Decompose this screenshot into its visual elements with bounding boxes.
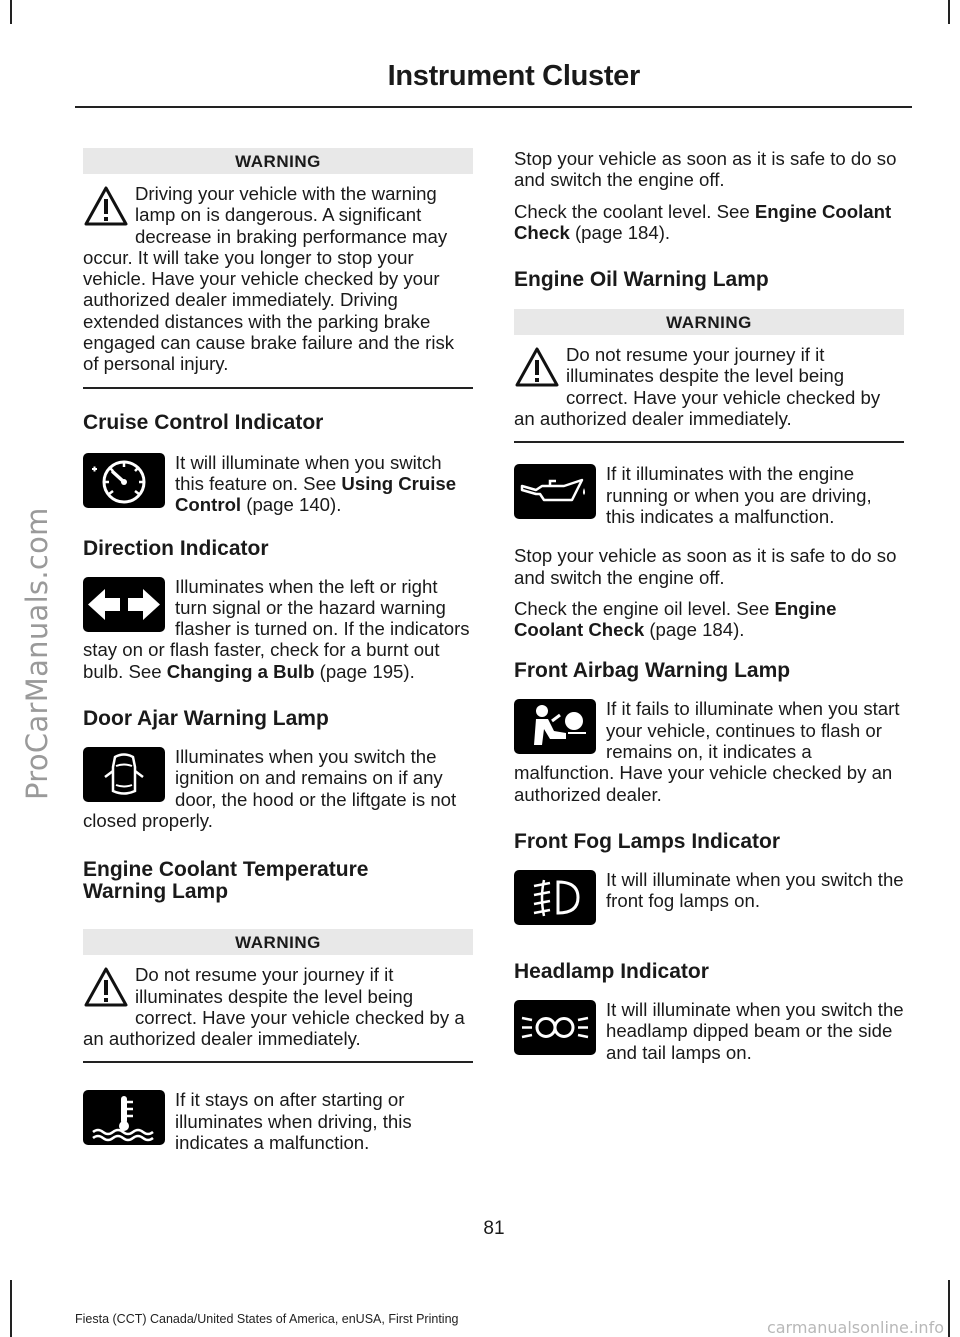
fog-lamp-icon — [514, 870, 596, 925]
page-number: 81 — [483, 1218, 505, 1239]
airbag-icon — [514, 699, 596, 754]
warning-triangle-icon — [514, 346, 560, 388]
left-column: WARNING Driving your vehicle with the warning lamp on is dangerous. A significant decrease in braking performance may occur. It will take you longer to stop your vehicle. Have your vehicle checked by your authorized dealer immediately. Driving extended distances with the parking brake engaged can cause brake failure and the risk of personal injury. Cruise Control Indicator It will illuminate when you switch this feature on. See Using Cruise Control (page 140). Direction Indicator Illuminates when the left or right turn signal or the hazard warning flasher is turned on. If the indicators stay on or flash faster, check for a burnt out bulb. See Changing a Bulb (page 195). Door Ajar Warning Lamp Illuminates when you switch the ignition on and remains on if any door, the hood or the liftgate is not closed properly. Engine Coolant Temperature Warning Lamp WARNING Do not resume your journey if it illuminates despite the level being correct. Have your vehicle checked by a an authorized dealer immediately. If it stays on after starting or illuminates when driving, this indicates a malfunction. — [83, 148, 473, 1153]
crop-mark — [948, 1280, 950, 1337]
cross-reference: Using Cruise Control — [175, 472, 457, 516]
thermometer-icon — [83, 1090, 165, 1145]
cross-reference: Changing a Bulb — [166, 660, 315, 682]
turn-arrows-icon — [83, 577, 165, 632]
section-text-headlamp: It will illuminate when you switch the headlamp dipped beam or the side and tail lamps on. — [606, 998, 904, 1063]
warning-text: Do not resume your journey if it illuminates despite the level being correct. Have your vehicle checked by an authorized dealer immediately. — [514, 344, 881, 430]
warning-box-oil — [514, 309, 904, 443]
warning-box-brake — [83, 148, 473, 389]
speedometer-icon — [83, 453, 165, 508]
crop-mark — [948, 0, 950, 24]
cross-reference: Engine Coolant Check — [514, 597, 837, 641]
warning-rule — [514, 441, 904, 443]
crop-mark — [10, 0, 12, 24]
warning-triangle-icon — [83, 185, 129, 227]
section-heading-cruise: Cruise Control Indicator — [83, 410, 324, 434]
side-watermark: ProCarManuals.com — [20, 507, 54, 800]
warning-triangle-icon — [83, 966, 129, 1008]
cross-reference: Engine Coolant Check — [514, 200, 892, 243]
section-text-door: Illuminates when you switch the ignition on and remains on if any door, the hood or the liftgate is not closed properly. — [83, 746, 457, 831]
section-heading-door: Door Ajar Warning Lamp — [83, 707, 329, 731]
section-text-fog: It will illuminate when you switch the front fog lamps on. — [606, 868, 904, 912]
paragraph-stop: Stop your vehicle as soon as it is safe to do so and switch the engine off. — [514, 148, 897, 191]
car-door-icon — [83, 747, 165, 802]
footer-printing-info: Fiesta (CCT) Canada/United States of America, enUSA, First Printing — [75, 1312, 459, 1326]
section-heading-coolant: Engine Coolant Temperature Warning Lamp — [83, 858, 369, 904]
page-title: Instrument Cluster — [387, 60, 640, 92]
section-heading-direction: Direction Indicator — [83, 536, 269, 560]
section-text-airbag: If it fails to illuminate when you start your vehicle, continues to flash or remains on, it indicates a malfunction. Have your vehicle checked by an authorized dealer. — [514, 698, 900, 805]
warning-label: WARNING — [83, 929, 473, 955]
warning-text: Driving your vehicle with the warning lamp on is dangerous. A significant decrease in braking performance may occur. It will take you longer to stop your vehicle. Have your vehicle checked by your authorized dealer immediately. Driving extended distances with the parking brake engaged can cause brake failure and the risk of personal injury. — [83, 183, 455, 375]
section-text-oil: If it illuminates with the engine running or when you are driving, this indicates a malfunction. — [606, 463, 872, 527]
oil-can-icon — [514, 464, 596, 519]
warning-rule — [83, 1061, 473, 1063]
paragraph-stop: Stop your vehicle as soon as it is safe to do so and switch the engine off. — [514, 545, 897, 588]
warning-text: Do not resume your journey if it illuminates despite the level being correct. Have your vehicle checked by a an authorized dealer immediately. — [83, 964, 465, 1050]
warning-rule — [83, 387, 473, 389]
section-heading-fog: Front Fog Lamps Indicator — [514, 829, 780, 853]
right-column: Stop your vehicle as soon as it is safe to do so and switch the engine off. Check the coolant level. See Engine Coolant Check (page 184). Engine Oil Warning Lamp WARNING Do not resume your journey if it illuminates despite the level being correct. Have your vehicle checked by an authorized dealer immediately. If it illuminates with the engine running or when you are driving, this indicates a malfunction. Stop your vehicle as soon as it is safe to do so and switch the engine off. Check the engine oil level. See Engine Coolant Check (page 184). Front Airbag Warning Lamp If it fails to illuminate when you start your vehicle, continues to flash or remains on, it indicates a malfunction. Have your vehicle checked by an authorized dealer. Front Fog Lamps Indicator It will illuminate when you switch the front fog lamps on. Headlamp Indicator It will illuminate when you switch the headlamp dipped beam or the side and tail lamps on. — [514, 148, 904, 1063]
warning-label: WARNING — [514, 309, 904, 335]
section-heading-airbag: Front Airbag Warning Lamp — [514, 659, 791, 683]
title-rule — [75, 106, 912, 108]
section-heading-headlamp: Headlamp Indicator — [514, 959, 709, 983]
warning-label: WARNING — [83, 148, 473, 174]
warning-box-coolant — [83, 929, 473, 1063]
crop-mark — [10, 1280, 12, 1337]
section-heading-oil: Engine Oil Warning Lamp — [514, 268, 769, 292]
headlamp-icon — [514, 1000, 596, 1055]
bottom-watermark: carmanualsonline.info — [766, 1318, 944, 1337]
section-text-coolant: If it stays on after starting or illuminates when driving, this indicates a malfunction. — [175, 1089, 412, 1154]
